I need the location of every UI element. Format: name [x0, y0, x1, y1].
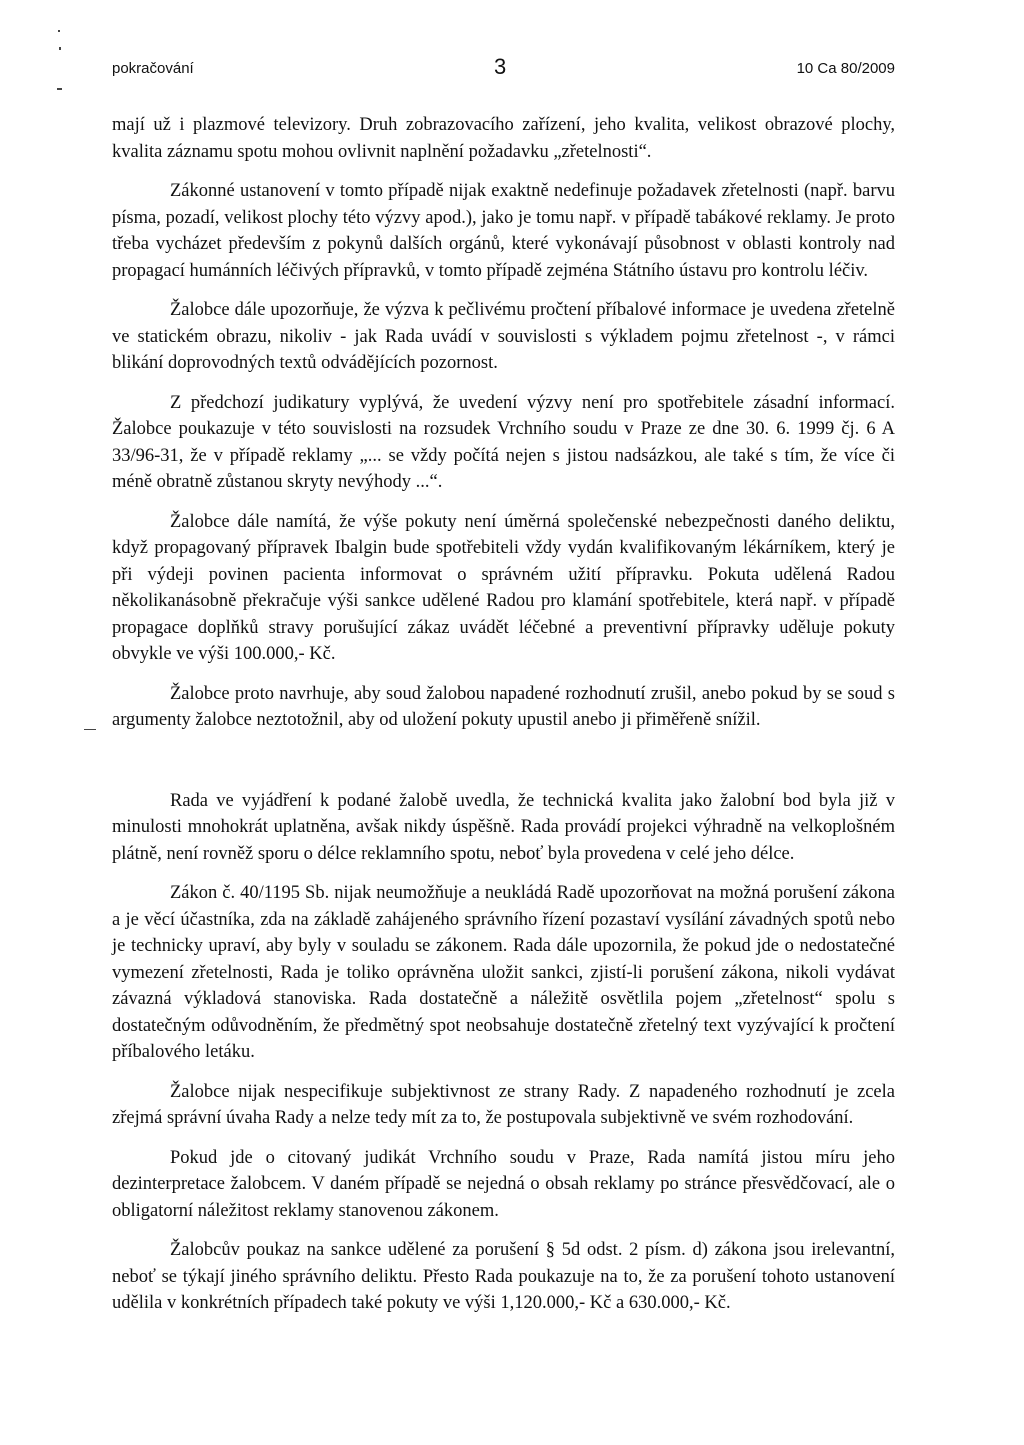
- paragraph: Žalobce dále upozorňuje, že výzva k pečlivému pročtení příbalové informace je uvedena zřetelně ve statickém obrazu, nikoliv - jak Rada uvádí v souvislosti s výkladem pojmu zřetelnost -, v rámci blikání doprovodných textů odvádějících pozornost.: [112, 300, 895, 373]
- case-number: 10 Ca 80/2009: [796, 60, 895, 77]
- scan-speck: [59, 47, 61, 50]
- paragraph: Zákonné ustanovení v tomto případě nijak exaktně nedefinuje požadavek zřetelnosti (např. barvu písma, pozadí, velikost plochy této výzvy apod.), jako je tomu např. v případě tabákové reklamy. Je proto třeba vycházet především z pokynů dalších orgánů, které vykonávají působnost v oblasti kontroly nad propagací humánních léčivých přípravků, v tomto případě zejména Státního ústavu pro kontrolu léčiv.: [112, 181, 895, 281]
- paragraph: Žalobce nijak nespecifikuje subjektivnost ze strany Rady. Z napadeného rozhodnutí je zcela zřejmá správní úvaha Rady a nelze tedy mít za to, že postupovala subjektivně ve svém rozhodování.: [112, 1081, 895, 1128]
- paragraph: Z předchozí judikatury vyplývá, že uvedení výzvy není pro spotřebitele zásadní informací. Žalobce poukazuje v této souvislosti na rozsudek Vrchního soudu v Praze ze dne 30. 6. 1999 čj. 6 A 33/96-31, že v případě reklamy „... se vždy počítá nejen s jistou nadsázkou, ale také s tím, že více či méně obratně zůstanou skryty nevýhody ...“.: [112, 392, 895, 492]
- continuation-label: pokračování: [112, 60, 194, 77]
- document-body: [112, 112, 895, 1317]
- paragraph: Rada ve vyjádření k podané žalobě uvedla, že technická kvalita jako žalobní bod byla již v minulosti mnohokrát uplatněna, avšak nikdy úspěšně. Rada provádí projekci výhradně na velkoplošném plátně, není rovněž sporu o délce reklamního spotu, neboť byla provedena v celé jeho délce.: [112, 790, 895, 864]
- scan-speck: [84, 729, 96, 730]
- paragraph: Žalobce dále namítá, že výše pokuty není úměrná společenské nebezpečnosti daného deliktu, když propagovaný přípravek Ibalgin bude spotřebiteli vždy vydán kvalifikovaným lékárníkem, který je při výdeji povinen pacienta informovat o správném užití přípravku. Pokuta udělená Radou několikanásobně překračuje výši sankce udělené Radou pro klamání spotřebitele, která např. v případě propagace doplňků stravy porušující zákaz uvádět léčebné a preventivní přípravky uděluje pokuty obvykle ve výši 100.000,- Kč.: [112, 511, 895, 664]
- page-header: [112, 54, 895, 84]
- scan-speck: [57, 88, 62, 90]
- scan-speck: [58, 30, 60, 32]
- paragraph: Pokud jde o citovaný judikát Vrchního soudu v Praze, Rada namítá jistou míru jeho dezinterpretace žalobcem. V daném případě se nejedná o obsah reklamy po stránce přesvědčovací, ale o obligatorní náležitost reklamy stanovenou zákonem.: [112, 1147, 895, 1221]
- page-number: 3: [494, 54, 507, 79]
- paragraph: Žalobce proto navrhuje, aby soud žalobou napadené rozhodnutí zrušil, anebo pokud by se soud s argumenty žalobce neztotožnil, aby od uložení pokuty upustil anebo ji přiměřeně snížil.: [112, 683, 895, 730]
- paragraph: Zákon č. 40/1195 Sb. nijak neumožňuje a neukládá Radě upozorňovat na možná porušení zákona a je věcí účastníka, zda na základě zahájeného správního řízení pozastaví vysílání závadných spotů nebo je technicky upraví, aby byly v souladu se zákonem. Rada dále upozornila, že pokud jde o nedostatečné vymezení zřetelnosti, Rada je toliko oprávněna uložit sankci, zjistí-li porušení zákona, nikoli vydávat závazná výkladová stanoviska. Rada dostatečně a náležitě osvětlila pojem „zřetelnost“ spolu s dostatečným odůvodněním, že předmětný spot neobsahuje dostatečně zřetelný text vyzývající k pročtení příbalového letáku.: [112, 883, 895, 1062]
- paragraph: mají už i plazmové televizory. Druh zobrazovacího zařízení, jeho kvalita, velikost obrazové plochy, kvalita záznamu spotu mohou ovlivnit naplnění požadavku „zřetelnosti“.: [112, 115, 895, 162]
- paragraph: Žalobcův poukaz na sankce udělené za porušení § 5d odst. 2 písm. d) zákona jsou irelevantní, neboť se týkají jiného správního deliktu. Přesto Rada poukazuje na to, že za porušení tohoto ustanovení udělila v konkrétních případech také pokuty ve výši 1,120.000,- Kč a 630.000,- Kč.: [112, 1240, 895, 1313]
